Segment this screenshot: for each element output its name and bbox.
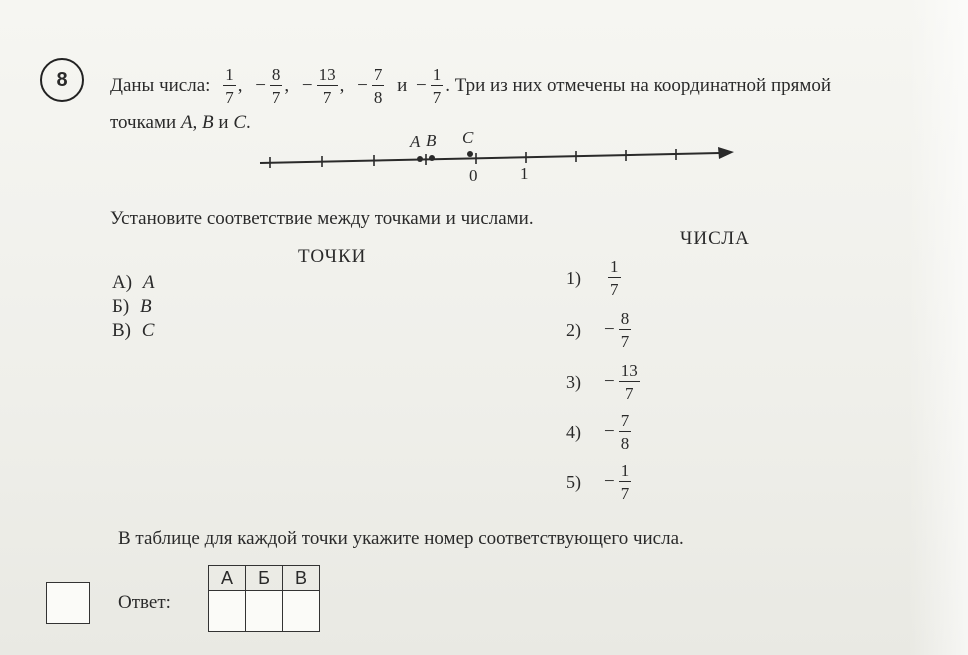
- option-value: B: [140, 296, 152, 317]
- statement-continuation: . Три из них отмечены на координатной прямой: [445, 75, 832, 96]
- points-header: ТОЧКИ: [298, 246, 367, 267]
- fraction: [619, 362, 640, 402]
- conjunction: и: [218, 112, 229, 133]
- conjunction: и: [397, 75, 408, 96]
- task-number-badge: 8: [40, 58, 84, 102]
- answer-cell-b[interactable]: [246, 591, 283, 632]
- answer-table: [208, 565, 320, 632]
- point-option-a: [112, 272, 154, 294]
- fraction-numerator: 8: [620, 309, 630, 328]
- fraction-numerator: 1: [432, 65, 442, 84]
- score-box[interactable]: [46, 582, 90, 624]
- fraction-denominator: 7: [225, 88, 234, 107]
- point-b-dot: [429, 155, 435, 161]
- number-option-2: [566, 310, 633, 350]
- tick-label-one: 1: [520, 164, 529, 183]
- fraction-denominator: 7: [620, 332, 630, 351]
- fraction-numerator: 13: [620, 361, 638, 380]
- answer-table-values: [209, 591, 320, 632]
- option-label: 1): [566, 267, 581, 288]
- fraction-denominator: 7: [322, 88, 332, 107]
- fraction-numerator: 1: [610, 257, 619, 276]
- minus-sign: −: [604, 421, 615, 442]
- option-key: Б): [112, 296, 130, 317]
- option-value: A: [142, 272, 155, 293]
- fraction-numerator: 8: [271, 65, 281, 84]
- fraction-denominator: 7: [432, 88, 442, 107]
- line2-prefix: точками: [110, 112, 177, 133]
- fraction-4: [372, 66, 385, 106]
- period: .: [246, 112, 251, 133]
- option-label: 4): [566, 421, 581, 442]
- option-value: C: [141, 320, 155, 341]
- fraction-3: [317, 66, 338, 106]
- fraction-denominator: 8: [373, 88, 383, 107]
- numbers-header: ЧИСЛА: [680, 228, 750, 249]
- fraction-denominator: 8: [620, 434, 630, 453]
- number-option-4: [566, 412, 633, 452]
- coordinate-line: [250, 125, 740, 185]
- fraction-denominator: 7: [271, 88, 281, 107]
- fraction-numerator: 1: [225, 65, 234, 84]
- answer-header-c: В: [283, 566, 320, 591]
- number-option-3: [566, 362, 642, 402]
- option-label: 3): [566, 371, 581, 392]
- option-key: В): [112, 320, 131, 341]
- table-instruction: В таблице для каждой точки укажите номер соответствующего числа.: [118, 528, 684, 549]
- answer-header-b: Б: [246, 566, 283, 591]
- fraction-1: [223, 66, 236, 106]
- answer-header-a: А: [209, 566, 246, 591]
- point-c-ref: C: [233, 112, 247, 133]
- minus-sign: −: [604, 371, 615, 392]
- fraction-numerator: 7: [373, 65, 383, 84]
- fraction-5: [431, 66, 444, 106]
- fraction: [619, 310, 632, 350]
- tick-label-zero: 0: [469, 166, 478, 185]
- point-option-c: [112, 320, 154, 342]
- comma: ,: [339, 75, 345, 96]
- answer-table-header: [209, 566, 320, 591]
- minus-sign: −: [416, 75, 427, 96]
- page-edge-shadow: [908, 0, 968, 655]
- comma: ,: [237, 75, 243, 96]
- number-option-1: [566, 258, 623, 298]
- minus-sign: −: [357, 75, 368, 96]
- option-label: 5): [566, 471, 581, 492]
- number-option-5: [566, 462, 633, 502]
- fraction-numerator: 7: [620, 411, 630, 430]
- answer-cell-a[interactable]: [209, 591, 246, 632]
- matching-instruction: Установите соответствие между точками и числами.: [110, 208, 534, 229]
- comma: ,: [284, 75, 290, 96]
- axis-arrow-icon: [718, 147, 734, 159]
- fraction: [619, 462, 632, 502]
- point-c-label: C: [462, 128, 474, 147]
- option-label: 2): [566, 319, 581, 340]
- minus-sign: −: [255, 75, 266, 96]
- fraction: [619, 412, 632, 452]
- task-statement-line2: точками A, B и C.: [110, 112, 251, 133]
- fraction-2: [270, 66, 283, 106]
- minus-sign: −: [604, 319, 615, 340]
- fraction-denominator: 7: [610, 280, 619, 299]
- minus-sign: −: [604, 471, 615, 492]
- fraction-denominator: 7: [624, 384, 634, 403]
- point-c-dot: [467, 151, 473, 157]
- intro-text: Даны числа:: [110, 75, 211, 96]
- answer-label: Ответ:: [118, 592, 171, 613]
- fraction-numerator: 13: [318, 65, 336, 84]
- answer-cell-c[interactable]: [283, 591, 320, 632]
- point-b-label: B: [426, 131, 437, 150]
- point-b-ref: B: [202, 112, 214, 133]
- fraction: [608, 258, 621, 298]
- point-a-label: A: [410, 132, 421, 151]
- axis-line: [260, 153, 720, 163]
- task-statement-line1: [110, 66, 831, 106]
- point-a-ref: A: [180, 112, 193, 133]
- minus-sign: −: [301, 75, 313, 96]
- point-option-b: [112, 296, 152, 318]
- option-key: А): [112, 272, 133, 293]
- fraction-numerator: 1: [620, 461, 630, 480]
- point-a-dot: [417, 156, 423, 162]
- fraction-denominator: 7: [620, 484, 630, 503]
